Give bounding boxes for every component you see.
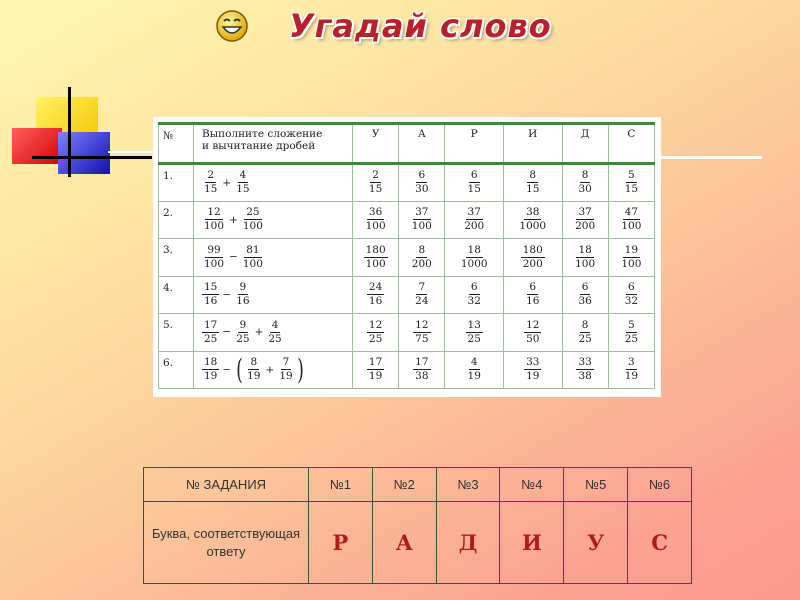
operator: − xyxy=(222,288,232,301)
fraction xyxy=(466,169,483,196)
fraction-numerator: 13 xyxy=(467,318,481,331)
fraction-denominator: 100 xyxy=(365,257,386,270)
answer-option-cell xyxy=(562,351,608,389)
answer-option-cell xyxy=(353,201,399,239)
answer-option-cell xyxy=(503,276,562,314)
fraction-numerator: 7 xyxy=(282,356,290,369)
fraction-numerator: 6 xyxy=(581,281,589,294)
fraction xyxy=(573,206,597,233)
fraction-numerator: 18 xyxy=(578,243,592,256)
fraction xyxy=(234,319,251,346)
header-letter-s: С xyxy=(608,124,654,164)
fraction xyxy=(576,169,593,196)
operator: + xyxy=(254,326,264,339)
fraction-numerator: 6 xyxy=(470,169,478,182)
fraction-numerator: 18 xyxy=(467,243,481,256)
fraction xyxy=(277,356,294,383)
fraction xyxy=(413,281,430,308)
answer-option-cell xyxy=(445,164,504,202)
fraction-numerator: 6 xyxy=(529,281,537,294)
answer-option-cell xyxy=(353,164,399,202)
fraction xyxy=(202,319,219,346)
fraction-denominator: 30 xyxy=(415,183,429,196)
fraction-numerator: 180 xyxy=(365,243,386,256)
header-letter-i: И xyxy=(503,124,562,164)
letter-row-label: Буква, соответствующая ответу xyxy=(144,502,309,584)
fraction xyxy=(202,356,219,383)
task-row xyxy=(159,201,655,239)
answer-option-cell xyxy=(608,239,654,277)
fraction xyxy=(367,356,384,383)
answer-option-cell xyxy=(445,239,504,277)
fraction xyxy=(266,319,283,346)
answer-letter: А xyxy=(372,502,436,584)
answer-option-cell xyxy=(562,164,608,202)
fraction-numerator: 15 xyxy=(204,281,218,294)
fraction-numerator: 6 xyxy=(470,281,478,294)
fraction xyxy=(524,281,541,308)
operator: + xyxy=(229,213,238,226)
parenthesis: ) xyxy=(296,352,304,386)
fraction-numerator: 33 xyxy=(526,356,540,369)
fraction xyxy=(576,356,593,383)
fraction xyxy=(364,206,388,233)
answer-option-cell xyxy=(353,239,399,277)
fraction-denominator: 15 xyxy=(368,183,383,196)
fraction-denominator: 19 xyxy=(247,370,261,383)
fraction-denominator: 100 xyxy=(204,220,225,233)
fraction xyxy=(413,319,430,346)
fraction xyxy=(623,356,640,383)
task-expression xyxy=(194,351,353,389)
task-expression xyxy=(194,276,353,314)
fraction-denominator: 16 xyxy=(368,295,383,308)
answer-option-cell xyxy=(353,314,399,352)
header-letter-a: А xyxy=(399,124,445,164)
fraction-denominator: 19 xyxy=(467,370,481,383)
fraction-numerator: 24 xyxy=(368,281,383,294)
fraction xyxy=(466,356,483,383)
fraction-numerator: 2 xyxy=(372,169,379,182)
fraction-numerator: 81 xyxy=(246,243,260,256)
fraction xyxy=(466,319,483,346)
fraction-denominator: 25 xyxy=(268,332,282,345)
fraction-numerator: 8 xyxy=(418,243,426,256)
answer-letter: И xyxy=(500,502,564,584)
fraction xyxy=(521,244,545,271)
fraction-numerator: 17 xyxy=(415,356,429,369)
fraction-numerator: 9 xyxy=(239,318,247,331)
task-row-number: 6. xyxy=(159,351,194,389)
fraction xyxy=(524,356,541,383)
fraction-denominator: 75 xyxy=(415,332,429,345)
fraction-numerator: 12 xyxy=(526,318,540,331)
task-number-cell: №4 xyxy=(500,468,564,502)
fraction xyxy=(367,281,384,308)
fraction-denominator: 25 xyxy=(236,332,250,345)
answer-option-cell xyxy=(562,201,608,239)
answer-option-cell xyxy=(445,351,504,389)
task-expression xyxy=(194,239,353,277)
answer-letter: У xyxy=(564,502,628,584)
task-number-cell: №3 xyxy=(436,468,500,502)
task-row-number: 1. xyxy=(159,164,194,202)
fraction-numerator: 12 xyxy=(207,206,221,219)
fraction-numerator: 17 xyxy=(368,356,383,369)
operator: − xyxy=(222,363,232,376)
fraction-denominator: 100 xyxy=(204,257,225,270)
header-number: № xyxy=(159,124,194,164)
fraction-numerator: 8 xyxy=(581,169,589,182)
fraction-numerator: 33 xyxy=(578,356,592,369)
fraction xyxy=(573,244,597,271)
task-row xyxy=(159,276,655,314)
fraction-denominator: 15 xyxy=(467,183,481,196)
decor-white-line-right xyxy=(660,156,762,159)
answer-option-cell xyxy=(608,314,654,352)
fraction-denominator: 24 xyxy=(415,295,429,308)
header-letter-u: У xyxy=(353,124,399,164)
fraction-numerator: 6 xyxy=(418,169,426,182)
fraction-denominator: 15 xyxy=(624,183,639,196)
operator: + xyxy=(265,363,275,376)
answer-option-cell xyxy=(608,276,654,314)
fraction xyxy=(413,169,430,196)
fraction-denominator: 200 xyxy=(411,257,432,270)
answer-option-cell xyxy=(608,351,654,389)
fraction-denominator: 100 xyxy=(411,220,432,233)
task-expression xyxy=(194,314,353,352)
fraction xyxy=(619,206,643,233)
answer-option-cell xyxy=(399,351,445,389)
answer-option-cell xyxy=(353,351,399,389)
task-row xyxy=(159,239,655,277)
fraction-denominator: 19 xyxy=(624,370,639,383)
task-row-number: 4. xyxy=(159,276,194,314)
fraction xyxy=(462,206,486,233)
fraction-denominator: 25 xyxy=(204,332,218,345)
task-row xyxy=(159,314,655,352)
fraction xyxy=(410,244,434,271)
header-task-line1: Выполните сложение xyxy=(202,128,323,140)
fraction-numerator: 37 xyxy=(578,206,592,219)
fraction-numerator: 4 xyxy=(271,318,279,331)
fraction-denominator: 19 xyxy=(204,370,218,383)
task-number-cell: №2 xyxy=(372,468,436,502)
fraction-denominator: 100 xyxy=(242,257,263,270)
fraction-denominator: 15 xyxy=(526,183,540,196)
fraction-denominator: 19 xyxy=(526,370,540,383)
answer-option-cell xyxy=(503,351,562,389)
fraction xyxy=(202,169,219,196)
fraction-denominator: 100 xyxy=(621,257,642,270)
answer-option-cell xyxy=(399,164,445,202)
answer-option-cell xyxy=(399,314,445,352)
header-task-line2: и вычитание дробей xyxy=(202,140,316,152)
fraction-denominator: 100 xyxy=(621,220,642,233)
answer-letter: Д xyxy=(436,502,500,584)
operator: − xyxy=(222,326,232,339)
fraction xyxy=(367,169,384,196)
fraction-denominator: 25 xyxy=(578,332,592,345)
task-expression xyxy=(194,201,353,239)
answer-option-cell xyxy=(353,276,399,314)
fraction-numerator: 18 xyxy=(204,356,218,369)
fraction-denominator: 32 xyxy=(467,295,481,308)
answer-option-cell xyxy=(399,239,445,277)
fraction-numerator: 36 xyxy=(368,206,383,219)
answer-option-cell xyxy=(503,239,562,277)
fraction-numerator: 37 xyxy=(415,206,429,219)
answer-option-cell xyxy=(608,164,654,202)
fraction-numerator: 5 xyxy=(628,318,635,331)
answer-option-cell xyxy=(503,314,562,352)
answer-table xyxy=(143,467,692,584)
fraction-numerator: 19 xyxy=(624,243,639,256)
answer-option-cell xyxy=(562,276,608,314)
fraction-numerator: 4 xyxy=(470,356,478,369)
fraction xyxy=(413,356,430,383)
answer-option-cell xyxy=(503,164,562,202)
fraction xyxy=(367,319,384,346)
fraction-denominator: 1000 xyxy=(519,220,547,233)
header-task xyxy=(194,124,353,164)
fraction-denominator: 200 xyxy=(464,220,485,233)
header-letter-r: Р xyxy=(445,124,504,164)
parenthesis: ( xyxy=(236,352,243,386)
operator: + xyxy=(222,176,232,189)
fraction xyxy=(623,169,640,196)
answer-option-cell xyxy=(445,276,504,314)
answer-letter: Р xyxy=(309,502,373,584)
page-title: Угадай слово xyxy=(289,7,552,45)
answer-option-cell xyxy=(562,239,608,277)
fraction-denominator: 15 xyxy=(236,183,250,196)
fraction-numerator: 6 xyxy=(628,281,635,294)
fraction xyxy=(466,281,483,308)
task-number-cell: №6 xyxy=(628,468,692,502)
answer-option-cell xyxy=(399,201,445,239)
fraction xyxy=(202,281,219,308)
fraction xyxy=(234,169,251,196)
fraction xyxy=(364,244,388,271)
fraction-denominator: 100 xyxy=(575,257,596,270)
fraction-numerator: 12 xyxy=(368,318,383,331)
fraction xyxy=(234,281,251,308)
task-row xyxy=(159,164,655,202)
fraction-numerator: 7 xyxy=(418,281,426,294)
fraction-numerator: 25 xyxy=(246,206,260,219)
fraction-denominator: 19 xyxy=(279,370,293,383)
task-number-cell: №1 xyxy=(309,468,373,502)
fraction-numerator: 4 xyxy=(239,169,247,182)
fraction-numerator: 47 xyxy=(624,206,639,219)
decor-horizontal-line xyxy=(32,156,152,159)
fraction xyxy=(245,356,262,383)
task-row-number: 2. xyxy=(159,201,194,239)
task-table-header-row xyxy=(159,124,655,164)
decor-vertical-line xyxy=(68,87,71,177)
task-row xyxy=(159,351,655,389)
decor-white-line-left xyxy=(108,151,156,153)
fraction-denominator: 38 xyxy=(415,370,429,383)
task-table xyxy=(158,122,655,389)
task-table-body xyxy=(159,164,655,389)
title-bar xyxy=(215,4,552,48)
decor-blue-square xyxy=(58,132,110,174)
fraction-numerator: 8 xyxy=(250,356,258,369)
answer-option-cell xyxy=(445,201,504,239)
answer-table-header-row xyxy=(144,468,692,502)
fraction-denominator: 36 xyxy=(578,295,592,308)
fraction xyxy=(524,169,541,196)
fraction-denominator: 25 xyxy=(368,332,383,345)
operator: − xyxy=(229,251,238,264)
answer-table-letter-row xyxy=(144,502,692,584)
fraction-numerator: 12 xyxy=(415,318,429,331)
grinning-smiley-icon xyxy=(215,9,249,43)
fraction xyxy=(576,281,593,308)
fraction-numerator: 99 xyxy=(207,243,221,256)
fraction xyxy=(517,206,548,233)
fraction xyxy=(576,319,593,346)
fraction xyxy=(241,206,265,233)
fraction-denominator: 32 xyxy=(624,295,639,308)
fraction-numerator: 8 xyxy=(529,169,537,182)
answer-letter: С xyxy=(628,502,692,584)
fraction xyxy=(459,244,490,271)
fraction-denominator: 1000 xyxy=(460,257,488,270)
fraction-denominator: 16 xyxy=(204,295,218,308)
task-row-number: 3. xyxy=(159,239,194,277)
fraction-denominator: 200 xyxy=(522,257,543,270)
fraction-numerator: 180 xyxy=(522,243,543,256)
task-expression xyxy=(194,164,353,202)
answer-option-cell xyxy=(399,276,445,314)
fraction-numerator: 5 xyxy=(628,169,635,182)
fraction xyxy=(524,319,541,346)
fraction-denominator: 25 xyxy=(467,332,481,345)
task-row-number: 5. xyxy=(159,314,194,352)
fraction-numerator: 8 xyxy=(581,318,589,331)
header-letter-d: Д xyxy=(562,124,608,164)
fraction xyxy=(202,244,226,271)
fraction-denominator: 30 xyxy=(578,183,592,196)
fraction-denominator: 200 xyxy=(575,220,596,233)
answer-option-cell xyxy=(608,201,654,239)
fraction-denominator: 100 xyxy=(365,220,386,233)
fraction xyxy=(202,206,226,233)
fraction xyxy=(410,206,434,233)
fraction xyxy=(623,319,640,346)
fraction-numerator: 9 xyxy=(239,281,247,294)
answer-option-cell xyxy=(445,314,504,352)
fraction-denominator: 16 xyxy=(236,295,250,308)
fraction-denominator: 38 xyxy=(578,370,592,383)
fraction-denominator: 25 xyxy=(624,332,639,345)
fraction-numerator: 37 xyxy=(467,206,481,219)
task-panel xyxy=(153,117,661,397)
fraction xyxy=(241,244,265,271)
fraction-denominator: 15 xyxy=(204,183,218,196)
fraction-numerator: 38 xyxy=(526,206,540,219)
fraction-numerator: 2 xyxy=(207,169,215,182)
task-number-label: № ЗАДАНИЯ xyxy=(144,468,309,502)
fraction-denominator: 50 xyxy=(526,332,540,345)
answer-option-cell xyxy=(562,314,608,352)
fraction-denominator: 19 xyxy=(368,370,383,383)
fraction-denominator: 100 xyxy=(242,220,263,233)
task-number-cell: №5 xyxy=(564,468,628,502)
fraction xyxy=(623,281,640,308)
fraction-numerator: 17 xyxy=(204,318,218,331)
answer-option-cell xyxy=(503,201,562,239)
fraction-denominator: 16 xyxy=(526,295,540,308)
fraction xyxy=(619,244,643,271)
fraction-numerator: 3 xyxy=(628,356,635,369)
